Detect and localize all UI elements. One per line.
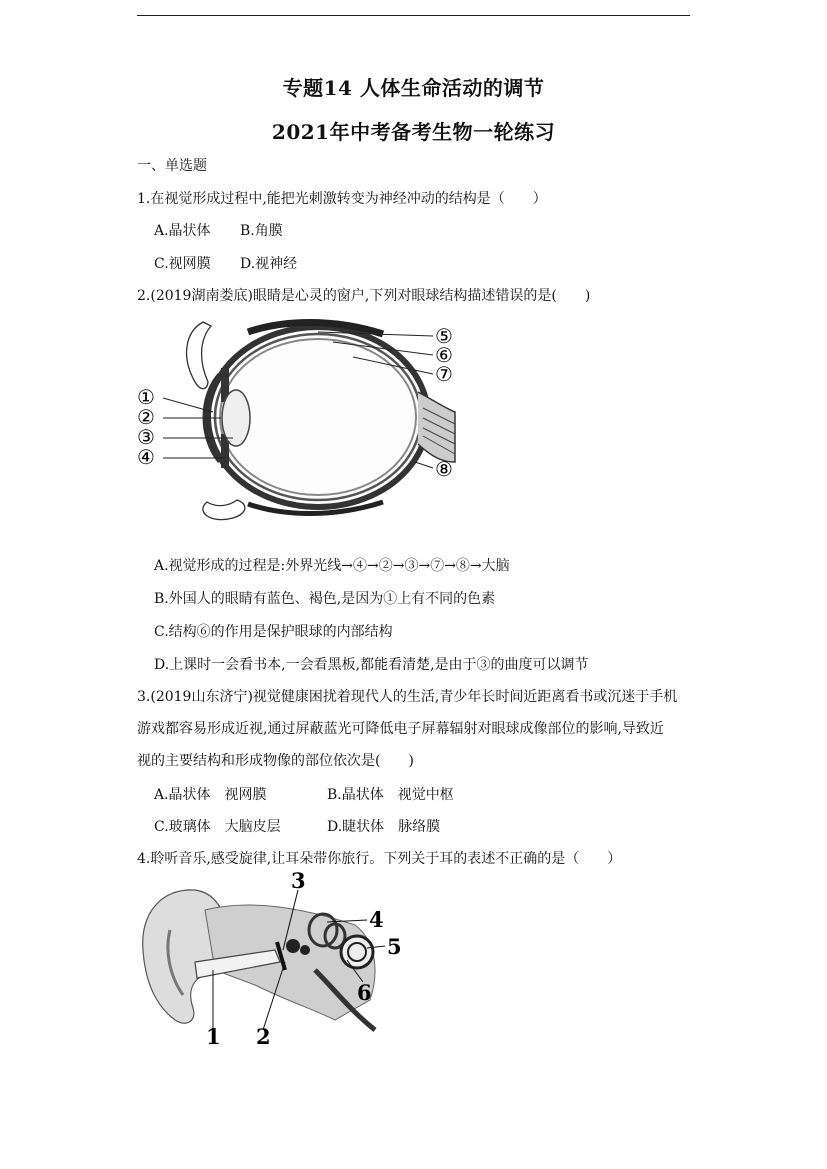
q2-option-a: A.视觉形成的过程是:外界光线→④→②→③→⑦→⑧→大脑 [154,558,510,574]
q2-option-c: C.结构⑥的作用是保护眼球的内部结构 [154,624,393,640]
eye-label-8: ⑧ [435,457,453,481]
q3-stem-line-2: 游戏都容易形成近视,通过屏蔽蓝光可降低电子屏幕辐射对眼球成像部位的影响,导致近 [137,721,664,737]
q3-option-a: A.晶状体 视网膜 [154,787,267,803]
q2-option-b: B.外国人的眼睛有蓝色、褐色,是因为①上有不同的色素 [154,591,496,607]
q2-option-d: D.上课时一会看书本,一会看黑板,都能看清楚,是由于③的曲度可以调节 [154,657,589,673]
ear-label-3: 3 [291,870,306,893]
ear-label-6: 6 [357,980,372,1005]
page-subtitle: 2021年中考备考生物一轮练习 [271,120,556,144]
q2-stem: 2.(2019湖南娄底)眼睛是心灵的窗户,下列对眼球结构描述错误的是( ) [137,288,591,304]
q1-option-a: A.晶状体 [154,223,211,239]
ear-label-2: 2 [256,1024,271,1049]
ear-label-4: 4 [369,907,384,932]
ear-diagram [135,870,410,1050]
upper-eyelid [187,322,211,389]
eye-diagram-svg [133,312,463,527]
eye-label-1: ① [137,385,155,409]
header-rule [137,15,690,16]
optic-nerve [418,392,455,462]
q4-stem: 4.聆听音乐,感受旋律,让耳朵带你旅行。下列关于耳的表述不正确的是（ ） [137,851,622,867]
q3-option-c: C.玻璃体 大脑皮层 [154,819,281,835]
ossicle-2 [300,945,310,955]
q3-option-b: B.晶状体 视觉中枢 [327,787,454,803]
ear-diagram-svg [135,870,410,1050]
lower-eyelid [203,500,245,520]
eye-label-4: ④ [137,445,155,469]
section-heading: 一、单选题 [137,158,207,174]
eye-label-7: ⑦ [435,362,453,386]
q3-stem-line-1: 3.(2019山东济宁)视觉健康困扰着现代人的生活,青少年长时间近距离看书或沉迷于手机 [137,689,678,705]
q1-stem: 1.在视觉形成过程中,能把光刺激转变为神经冲动的结构是（ ） [137,191,547,207]
q3-option-d: D.睫状体 脉络膜 [327,819,441,835]
eye-diagram [133,312,463,527]
cochlea [341,936,373,968]
eye-label-3: ③ [137,425,155,449]
ear-label-1: 1 [206,1024,221,1049]
eye-label-6: ⑥ [435,343,453,367]
q1-option-c: C.视网膜 [154,256,211,272]
page-title: 专题14 人体生命活动的调节 [282,76,545,100]
eye-label-5: ⑤ [435,324,453,348]
q1-option-b: B.角膜 [240,223,283,239]
leader-8 [415,462,433,468]
q3-stem-line-3: 视的主要结构和形成物像的部位依次是( ) [137,753,414,769]
ossicle-1 [286,939,300,953]
q1-option-d: D.视神经 [240,256,298,272]
eye-label-2: ② [137,405,155,429]
ear-label-5: 5 [387,934,402,959]
